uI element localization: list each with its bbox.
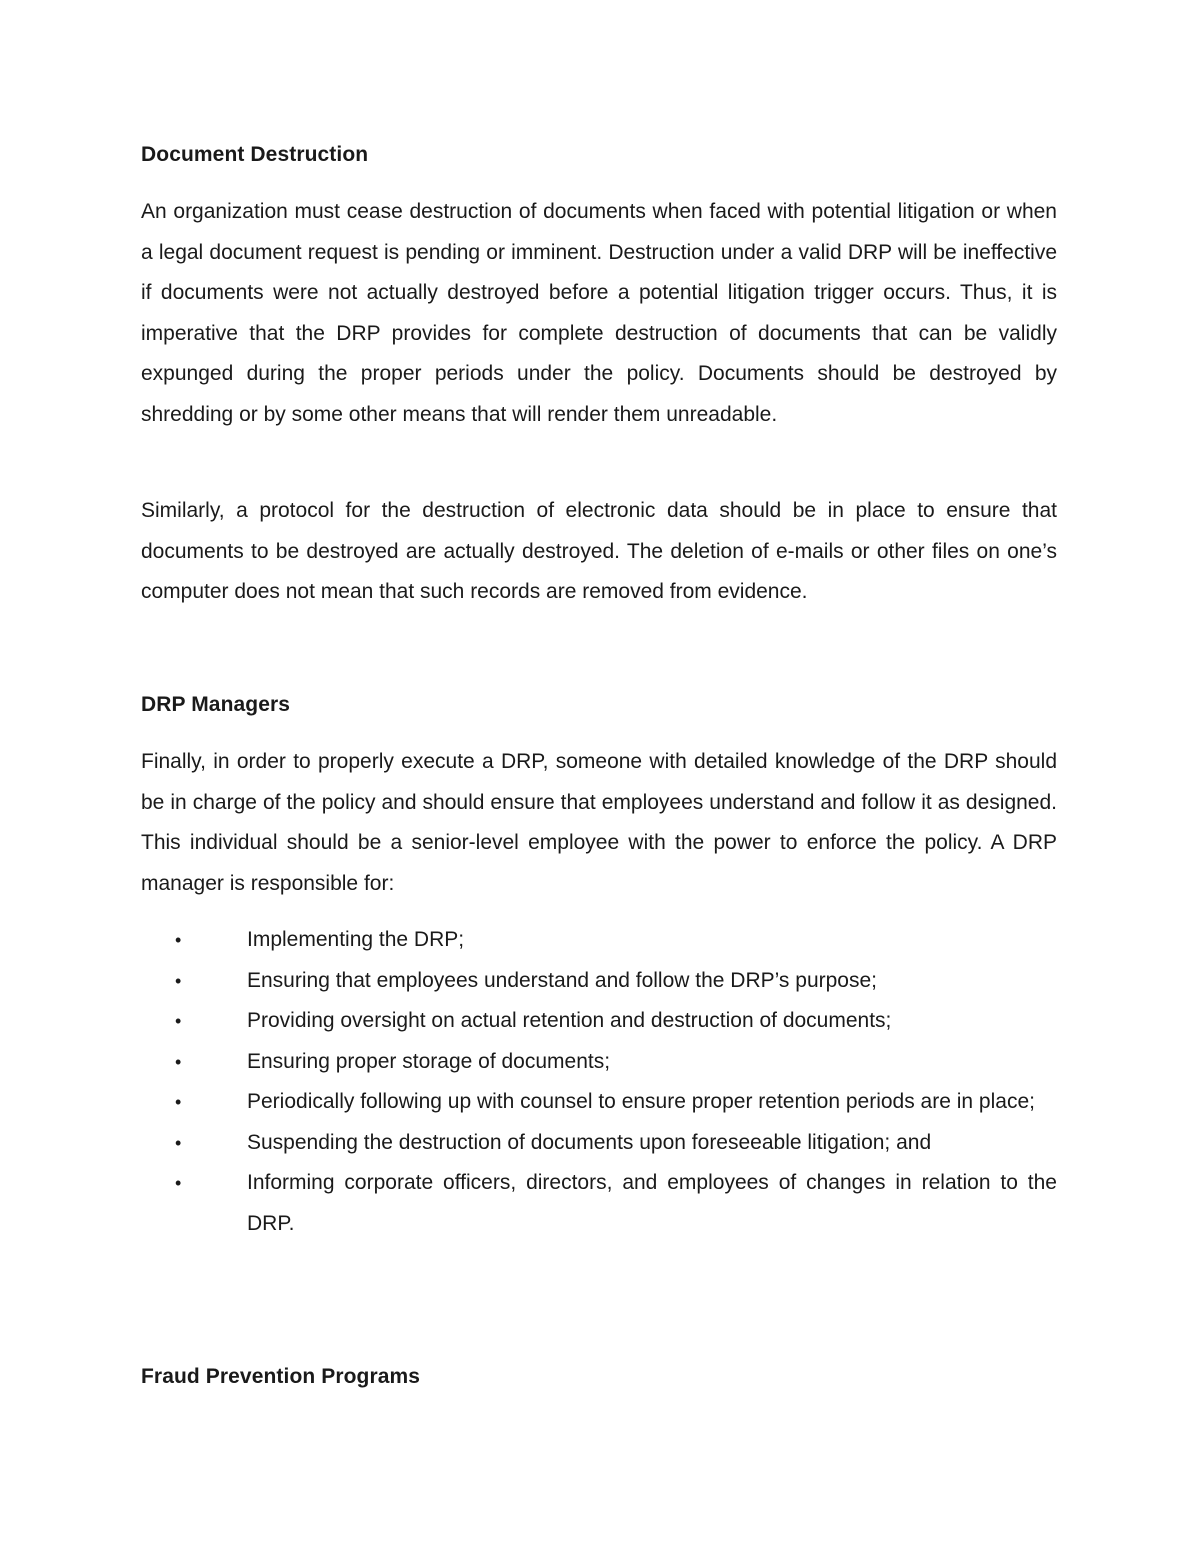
list-item: [141, 1082, 1057, 1123]
section-heading-fraud-prevention-programs: Fraud Prevention Programs: [141, 1365, 421, 1388]
paragraph-drp-managers: Finally, in order to properly execute a DRP, someone with detailed knowledge of the DRP should be in charge of the policy and should ensure that employees understand and follow it as designed. This individual should be a senior-level employee with the power to enforce the policy. A DRP manager is responsible for:: [141, 750, 1057, 895]
bullet-icon: •: [175, 930, 182, 950]
drp-manager-responsibilities-list: [141, 920, 1057, 1244]
section-heading-drp-managers: DRP Managers: [141, 693, 291, 716]
section-heading-document-destruction: Document Destruction: [141, 143, 369, 166]
list-item-text: Ensuring proper storage of documents;: [247, 1049, 611, 1073]
bullet-icon: •: [175, 1173, 182, 1193]
list-item-text: Informing corporate officers, directors, and employees of changes in relation to the DRP.: [247, 1171, 1057, 1235]
list-item: [141, 1001, 1057, 1042]
list-item: [141, 1123, 1057, 1164]
bullet-icon: •: [175, 1011, 182, 1031]
list-item-text: Ensuring that employees understand and follow the DRP’s purpose;: [247, 968, 877, 992]
paragraph-electronic-data: Similarly, a protocol for the destruction of electronic data should be in place to ensure that documents to be destroyed are actually destroyed. The deletion of e-mails or other files on one’s computer does not mean that such records are removed from evidence.: [141, 499, 1057, 603]
list-item-text: Providing oversight on actual retention and destruction of documents;: [247, 1009, 892, 1032]
bullet-icon: •: [175, 970, 182, 991]
list-item-text: Suspending the destruction of documents upon foreseeable litigation; and: [247, 1130, 932, 1154]
list-item: [141, 1163, 1057, 1244]
list-item: [141, 1042, 1057, 1083]
list-item: [141, 961, 1057, 1002]
list-item-text: Implementing the DRP;: [247, 928, 465, 951]
bullet-icon: •: [175, 1051, 182, 1072]
bullet-icon: •: [175, 1092, 182, 1112]
document-page: [141, 0, 1057, 1553]
list-item: [141, 920, 1057, 961]
bullet-icon: •: [175, 1132, 182, 1153]
paragraph-document-destruction: An organization must cease destruction of documents when faced with potential litigation or when a legal document request is pending or imminent. Destruction under a valid DRP will be ineffective if documents were not actually destroyed before a potential litigation trigger occurs. Thus, it is imperative that the DRP provides for complete destruction of documents that can be validly expunged during the proper periods under the policy. Documents should be destroyed by shredding or by some other means that will render them unreadable.: [141, 200, 1057, 426]
list-item-text: Periodically following up with counsel to ensure proper retention periods are in place;: [247, 1090, 1035, 1113]
